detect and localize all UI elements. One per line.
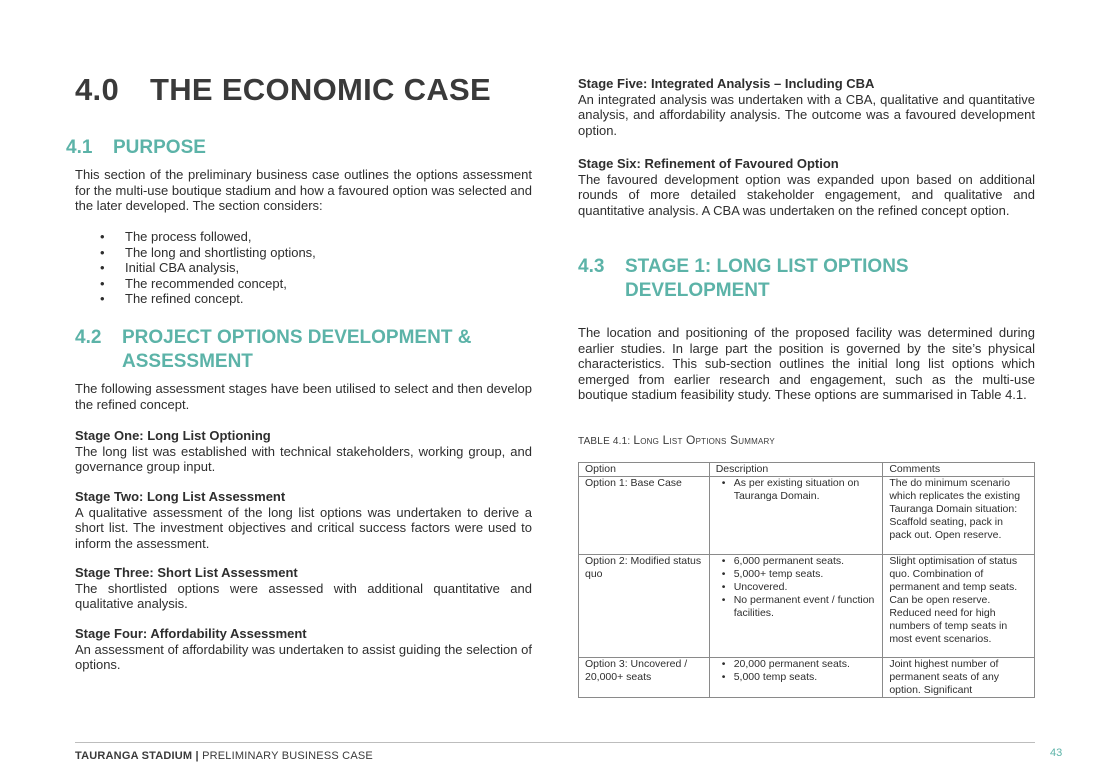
table-cell-option: Option 2: Modified status quo — [579, 555, 710, 658]
list-item: • 5,000+ temp seats. — [716, 568, 877, 581]
stage-one-title: Stage One: Long List Optioning — [75, 428, 271, 443]
long-list-options-table — [578, 462, 1035, 698]
stage-three-title: Stage Three: Short List Assessment — [75, 565, 298, 580]
table-row — [579, 555, 1035, 658]
table-header-comments: Comments — [883, 463, 1035, 477]
section-4-1-bullet-list — [75, 229, 532, 307]
stage-four-title: Stage Four: Affordability Assessment — [75, 626, 307, 641]
footer-separator: | — [192, 750, 203, 762]
stage-one-block — [75, 428, 532, 475]
list-item: • Uncovered. — [716, 581, 877, 594]
stage-one-body: The long list was established with technical stakeholders, working group, and governance group input. — [75, 443, 532, 475]
list-item: • The refined concept. — [75, 291, 532, 307]
table-cell-comments: The do minimum scenario which replicates the existing Tauranga Domain situation: Scaffold seating, pack in pack out. Open reserve. — [883, 477, 1035, 555]
section-4-1-number: 4.1 — [66, 137, 93, 158]
list-item: • As per existing situation on Tauranga Domain. — [716, 477, 877, 503]
stage-two-body: A qualitative assessment of the long list options was undertaken to derive a short list. The investment objectives and critical success factors were used to inform the assessment. — [75, 504, 532, 551]
footer-brand: TAURANGA STADIUM — [75, 750, 193, 762]
stage-four-body: An assessment of affordability was undertaken to assist guiding the selection of options. — [75, 641, 532, 673]
table-cell-description — [709, 555, 883, 658]
table-cell-option: Option 1: Base Case — [579, 477, 710, 555]
list-item: • 20,000 permanent seats. — [716, 658, 877, 671]
list-item: • The process followed, — [75, 229, 532, 245]
table-row — [579, 477, 1035, 555]
stage-six-body: The favoured development option was expanded upon based on additional rounds of more detailed stakeholder engagement, and qualitative and quantitative analysis. A CBA was undertaken on the refined concept option. — [578, 171, 1035, 218]
footer-divider — [75, 742, 1035, 743]
table-cell-option: Option 3: Uncovered / 20,000+ seats — [579, 658, 710, 698]
table-cell-description — [709, 477, 883, 555]
stage-three-block — [75, 565, 532, 612]
section-4-2-title-line2: ASSESSMENT — [122, 351, 253, 372]
table-header-row — [579, 463, 1035, 477]
list-item: • 6,000 permanent seats. — [716, 555, 877, 568]
stage-six-block — [578, 156, 1035, 218]
section-4-3-heading — [578, 255, 1048, 303]
list-item: • The recommended concept, — [75, 276, 532, 292]
list-item: • No permanent event / function facilities. — [716, 594, 877, 620]
section-4-1-heading — [66, 136, 536, 160]
section-4-2-intro: The following assessment stages have been utilised to select and then develop the refined concept. — [75, 381, 532, 412]
table-caption-prefix: TABLE 4.1: — [578, 436, 634, 447]
footer-doc-name: PRELIMINARY BUSINESS CASE — [202, 750, 373, 762]
page-title-number: 4.0 — [75, 72, 119, 107]
table-caption — [578, 433, 775, 447]
stage-six-title: Stage Six: Refinement of Favoured Option — [578, 156, 839, 171]
page-number: 43 — [1050, 747, 1063, 759]
table-cell-comments: Joint highest number of permanent seats of any option. Significant — [883, 658, 1035, 698]
section-4-3-number: 4.3 — [578, 256, 605, 277]
list-item: • 5,000 temp seats. — [716, 671, 877, 684]
section-4-3-title-line1: STAGE 1: LONG LIST OPTIONS — [625, 256, 909, 277]
section-4-1-title: PURPOSE — [113, 137, 206, 158]
stage-four-block — [75, 626, 532, 673]
stage-two-block — [75, 489, 532, 551]
section-4-2-number: 4.2 — [75, 327, 102, 348]
table-row — [579, 658, 1035, 698]
list-item: • Initial CBA analysis, — [75, 260, 532, 276]
table-header-option: Option — [579, 463, 710, 477]
section-4-2-heading — [75, 326, 545, 374]
stage-two-title: Stage Two: Long List Assessment — [75, 489, 286, 504]
stage-five-title: Stage Five: Integrated Analysis – Including CBA — [578, 76, 875, 91]
page-title — [75, 72, 491, 108]
table-header-description: Description — [709, 463, 883, 477]
page-title-text: THE ECONOMIC CASE — [150, 72, 491, 107]
footer-title — [75, 750, 373, 762]
stage-five-body: An integrated analysis was undertaken with a CBA, qualitative and quantitative analysis, and affordability analysis. The outcome was a favoured development option. — [578, 91, 1035, 138]
stage-five-block — [578, 76, 1035, 138]
section-4-3-intro: The location and positioning of the proposed facility was determined during earlier studies. In large part the position is governed by the site’s physical characteristics. This sub-section outlines the initial long list options which emerged from earlier research and engagement, such as the multi-use boutique stadium feasibility study. These options are summarised in Table 4.1. — [578, 325, 1035, 403]
stage-three-body: The shortlisted options were assessed with additional quantitative and qualitative analysis. — [75, 580, 532, 612]
table-cell-description — [709, 658, 883, 698]
section-4-1-intro: This section of the preliminary business case outlines the options assessment for the multi-use boutique stadium and how a favoured option was selected and the later developed. The section considers: — [75, 167, 532, 214]
table-cell-comments: Slight optimisation of status quo. Combination of permanent and temp seats. Can be open reserve. Reduced need for high numbers of temp seats in most event scenarios. — [883, 555, 1035, 658]
section-4-2-title-line1: PROJECT OPTIONS DEVELOPMENT & — [122, 327, 472, 348]
section-4-3-title-line2: DEVELOPMENT — [625, 280, 770, 301]
list-item: • The long and shortlisting options, — [75, 245, 532, 261]
table-caption-title: Long List Options Summary — [633, 433, 775, 447]
